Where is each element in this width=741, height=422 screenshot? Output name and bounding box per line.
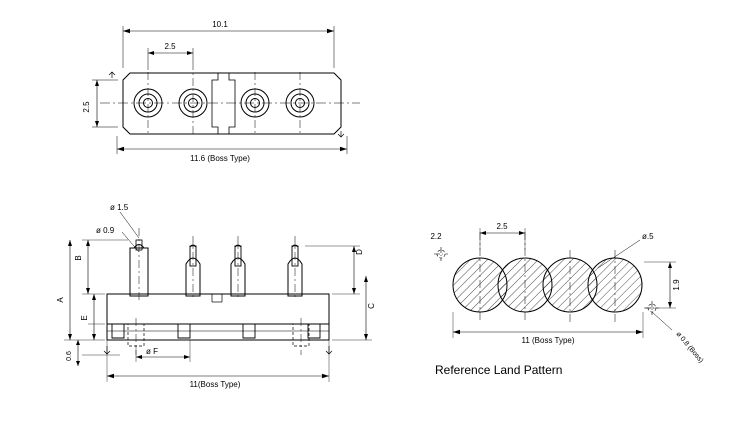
arrow-boss-r (322, 374, 329, 378)
front-pin-3 (231, 236, 245, 300)
arrow-land-h-bot (668, 302, 672, 308)
arrow-left-pitch (148, 51, 154, 55)
top-notch-left (212, 73, 218, 85)
arrow-left-boss (117, 147, 124, 151)
dim-land-height-label: 1.9 (672, 279, 681, 291)
leader-land-hole (652, 312, 672, 330)
arrow-D-bot (352, 288, 356, 294)
top-view (82, 20, 360, 163)
arrow-land-boss-l (453, 330, 460, 334)
arrow-boss-l (107, 374, 114, 378)
arrow-right-pitch (187, 51, 193, 55)
dim-land-edge-label: 2.2 (430, 232, 442, 241)
dim-front-boss-label: 11(Boss Type) (189, 380, 241, 389)
arrow-E-top (92, 294, 96, 300)
front-pin-2 (186, 236, 200, 300)
arrow-E-bot (92, 334, 96, 340)
top-notch-right-b (229, 122, 235, 134)
arrow-A-top (68, 240, 72, 246)
arrow-right-boss (340, 147, 347, 151)
dim-F-label: ø F (146, 347, 158, 356)
front-view (56, 203, 376, 389)
arrow-top-height (95, 80, 99, 86)
dim-D-label: D (355, 249, 364, 255)
top-view-body-outline (123, 73, 341, 134)
land-boss-hole-left (434, 247, 448, 261)
dim-top-overall-label: 10.1 (212, 20, 228, 29)
arrow-land-h-top (668, 262, 672, 268)
reference-land-pattern-caption: Reference Land Pattern (435, 363, 563, 377)
arrow-land-p-r (519, 231, 525, 235)
front-pin-1 (130, 228, 148, 300)
dim-B-label: B (74, 255, 83, 261)
dim-dia-pin-body-label: ø 0.9 (96, 226, 115, 235)
arrow-bottom-height (95, 121, 99, 127)
corner-tick-2 (338, 131, 344, 137)
arrow-A-bot (68, 334, 72, 340)
arrow-left-overall (123, 29, 130, 33)
front-pin-4 (288, 236, 302, 300)
dim-dia-pin-head-label: ø 1.5 (110, 203, 129, 212)
dim-land-hole-label: ø 0.8 (Boss) (674, 330, 705, 365)
arrow-C-bot (364, 334, 368, 340)
dim-06-label: 0.6 (66, 351, 73, 361)
top-notch-right (229, 73, 235, 85)
arrow-B-top (86, 240, 90, 246)
reference-land-pattern-view (430, 222, 704, 377)
top-notch-left-b (212, 122, 218, 134)
corner-tick-1 (109, 72, 115, 78)
front-boss-features (128, 324, 309, 346)
dim-land-pitch-label: 2.5 (496, 222, 508, 231)
arrow-land-boss-r (636, 330, 643, 334)
arrow-F-r (184, 355, 190, 359)
arrow-06-top (76, 340, 80, 345)
dim-land-pad-dia-label: ø.5 (642, 232, 654, 241)
dim-top-height-label: 2.5 (82, 101, 91, 113)
dim-C-label: C (367, 303, 376, 309)
front-body-lower (107, 324, 329, 340)
front-body (107, 294, 329, 324)
dim-A-label: A (56, 297, 65, 303)
dim-top-pitch-label: 2.5 (164, 42, 176, 51)
arrow-B-bot (86, 288, 90, 294)
dim-land-boss-label: 11 (Boss Type) (521, 336, 575, 345)
dim-top-boss-label: 11.6 (Boss Type) (190, 154, 250, 163)
arrow-right-overall (327, 29, 334, 33)
arrow-land-p-l (480, 231, 486, 235)
leader-dia15 (120, 212, 139, 238)
arrow-06-bot (76, 361, 80, 366)
dim-E-label: E (80, 315, 89, 321)
arrow-C-top (364, 276, 368, 282)
arrow-F-l (136, 355, 142, 359)
